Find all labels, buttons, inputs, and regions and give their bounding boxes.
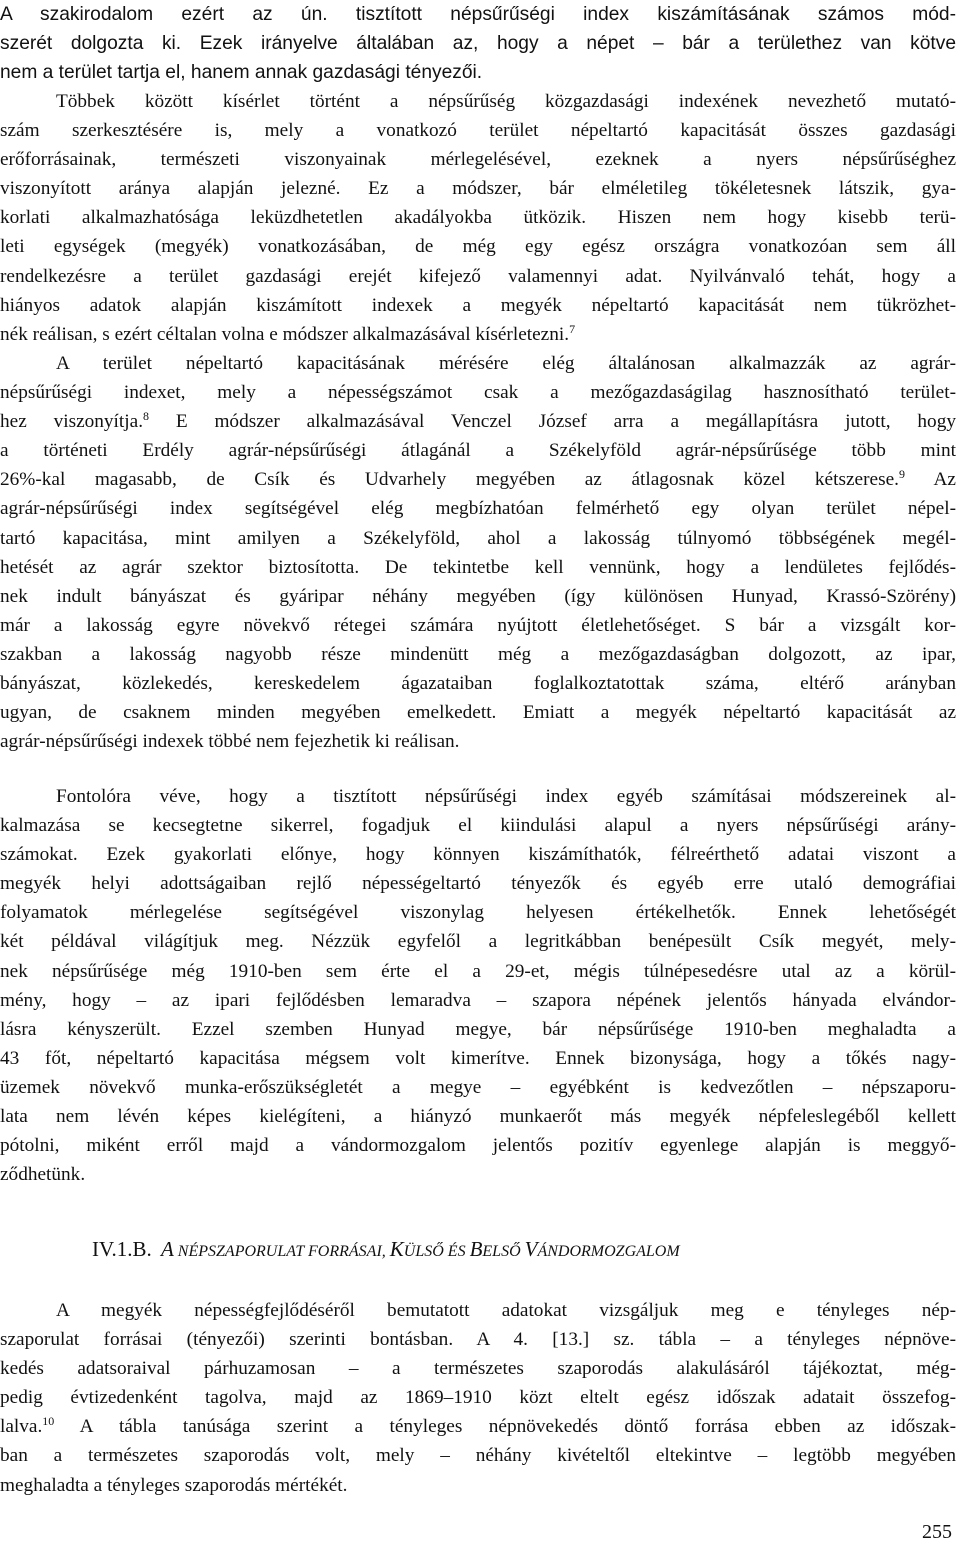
text-line: ugyan, de csaknem minden megyében emelkedett. Emiatt a megyék népeltartó kapacitását az: [0, 702, 956, 724]
paragraph-4: [0, 782, 956, 1189]
text-fragment: nék reálisan, s ezért céltalan volna e módszer alkalmazásával kísérletezni.: [0, 323, 570, 345]
title-part: V: [524, 1237, 538, 1261]
section-title: [161, 1237, 680, 1261]
page-number: 255: [922, 1521, 952, 1543]
title-part: A: [160, 1237, 174, 1261]
title-part: ELSŐ: [482, 1243, 525, 1260]
footnote-ref: 10: [42, 1414, 55, 1429]
text-line: szakban a lakosság nagyobb része mindenütt még a mezőgazdaságban dolgozott, az ipar,: [0, 643, 956, 665]
text-line: kalmazása se kecsegtetne sikerrel, fogadjuk el kiindulási alapul a nyers népsűrűségi arány-: [0, 815, 956, 837]
text-line: A megyék népességfejlődéséről bemutatott adatokat vizsgáljuk meg e tényleges nép-: [56, 1300, 956, 1321]
text-line: számokat. Ezek gyakorlati előnye, hogy könnyen kiszámíthatók, félreérthető adatai viszont a: [0, 844, 956, 866]
text-line: Fontolóra véve, hogy a tisztított népsűrűségi index egyéb számításai módszereinek al-: [56, 786, 956, 807]
section-number: IV.1.B.: [92, 1237, 152, 1261]
text-line: 43 főt, népeltartó kapacitása mégsem volt kimerítve. Ennek bizonysága, hogy a tőkés nagy-: [0, 1047, 956, 1069]
paragraph-5: [0, 1296, 956, 1500]
text-line: üzemek növekvő munka-erőszükségletét a megye – egyébként is kedvezőtlen – népszaporu-: [0, 1076, 956, 1098]
text-line: lásra kényszerült. Ezzel szemben Hunyad megye, bár népsűrűsége 1910-ben meghaladta a: [0, 1018, 956, 1040]
text-line: pedig évtizedenként tagolva, majd az 1869–1910 közt eltelt egész időszak adatait összefog-: [0, 1387, 956, 1409]
text-line: szaporulat forrásai (tényezői) szerinti bontásban. A 4. [13.] sz. tábla – a tényleges népnöve-: [0, 1329, 956, 1351]
text-line: bányászat, közlekedés, kereskedelem ágazataiban foglalkoztatottak száma, eltérő arányban: [0, 673, 956, 695]
text-fragment: A tábla tanúsága szerint a tényleges népnövekedés döntő forrása ebben az időszak-: [54, 1416, 956, 1438]
footnote-ref: 9: [898, 467, 905, 482]
section-heading: [92, 1234, 680, 1264]
text-fragment: E módszer alkalmazásával Venczel József arra a megállapításra jutott, hogy: [149, 411, 956, 433]
text-line: [0, 465, 956, 494]
title-part: NÉPSZAPORULAT FORRÁSAI,: [173, 1243, 390, 1260]
paragraph-1: [0, 0, 956, 87]
text-line: hiányos adatok alapján kiszámított indexek a megyék népeltartó kapacitását nem tükrözhet-: [0, 294, 956, 316]
text-line: a történeti Erdély agrár-népsűrűségi átlagánál a Székelyföld agrár-népsűrűsége több mint: [0, 440, 956, 462]
text-line: két példával világítjuk meg. Nézzük egyfelől a legritkábban benépesült Csík megyét, mely-: [0, 931, 956, 953]
text-line: korlati alkalmazhatósága leküzdhetetlen akadályokba ütközik. Hiszen nem hogy kisebb terü-: [0, 207, 956, 229]
text-line: [0, 1412, 956, 1441]
text-line: megyék helyi adottságaiban rejlő népességeltartó tényezők és egyéb erre utaló demográfiai: [0, 873, 956, 895]
text-line: A szakirodalom ezért az ún. tisztított népsűrűségi index kiszámításának számos mód-: [0, 4, 956, 25]
title-part: ÁNDORMOZGALOM: [537, 1243, 680, 1260]
text-fragment: 26%-kal magasabb, de Csík és Udvarhely megyében az átlagosnak közel kétszerese.: [0, 469, 899, 491]
text-fragment: lalva.: [0, 1416, 43, 1438]
text-line: ban a természetes szaporodás volt, mely – néhány kivételtől eltekintve – legtöbb megyében: [0, 1445, 956, 1467]
text-line: tartó kapacitása, mint amilyen a Székelyföld, ahol a lakosság túlnyomó többségének megél-: [0, 527, 956, 549]
text-fragment: hez viszonyítja.: [0, 411, 144, 433]
text-line: erőforrásainak, természeti viszonyainak mérlegelésével, ezeknek a nyers népsűrűséghez: [0, 149, 956, 171]
title-part: B: [469, 1237, 483, 1261]
paragraph-2: [0, 87, 956, 349]
text-line: nem a terület tartja el, hanem annak gazdasági tényezői.: [0, 62, 483, 84]
text-line: Többek között kísérlet történt a népsűrűség közgazdasági indexének nevezhető mutató-: [56, 91, 956, 112]
footnote-ref: 8: [143, 409, 150, 424]
text-line: [0, 407, 956, 436]
text-line: lata nem lévén képes kielégíteni, a hiányzó munkaerőt más megyék népfeleslegéből kellett: [0, 1106, 956, 1128]
paragraph-3: [0, 349, 956, 756]
text-line: agrár-népsűrűségi indexek többé nem fejezhetik ki reálisan.: [0, 731, 460, 753]
text-line: szám szerkesztésére is, mely a vonatkozó terület népeltartó kapacitását összes gazdasági: [0, 120, 956, 142]
text-line: szerét dolgozta ki. Ezek irányelve általában az, hogy a népet – bár a területhez van kötve: [0, 33, 956, 55]
title-part: K: [389, 1237, 404, 1261]
footnote-ref: 7: [569, 321, 576, 336]
text-line: mény, hogy – az ipari fejlődésben lemaradva – szapora népének jelentős hányada elvándor-: [0, 989, 956, 1011]
text-line: agrár-népsűrűségi index segítségével elég megbízhatóan felmérhető egy olyan terület népel-: [0, 498, 956, 520]
text-line: A terület népeltartó kapacitásának mérésére elég általánosan alkalmazzák az agrár-: [56, 353, 956, 374]
text-line: leti egységek (megyék) vonatkozásában, de még egy egész országra vonatkozóan sem áll: [0, 236, 956, 258]
text-line: folyamatok mérlegelése segítségével viszonylag helyesen értékelhetők. Ennek lehetőségét: [0, 902, 956, 924]
text-line: népsűrűségi indexet, mely a népességszámot csak a mezőgazdaságilag hasznosítható terület-: [0, 382, 956, 404]
text-line: meghaladta a tényleges szaporodás mértékét.: [0, 1474, 348, 1496]
text-line: kedés adatsoraival párhuzamosan – a természetes szaporodás alakulásáról tájékoztat, még-: [0, 1358, 956, 1380]
text-line: [0, 320, 956, 349]
text-line: viszonyított aránya alapján jelezné. Ez a módszer, bár elméletileg tökéletesnek látszik, gya-: [0, 178, 956, 200]
text-line: már a lakosság egyre növekvő rétegei számára nyújtott életlehetőséget. S bár a vizsgált kor-: [0, 614, 956, 636]
title-part: ÜLSŐ ÉS: [403, 1243, 470, 1260]
text-line: hetését az agrár szektor biztosította. De tekintetbe kell vennünk, hogy a lendületes fejlődés-: [0, 556, 956, 578]
text-fragment: Az: [904, 469, 956, 491]
text-line: ződhetünk.: [0, 1164, 86, 1186]
text-line: nek indult bányászat és gyáripar néhány megyében (így különösen Hunyad, Krassó-Szörény): [0, 585, 956, 607]
text-line: nek népsűrűsége még 1910-ben sem érte el a 29-et, mégis túlnépesedésre utal az a körül-: [0, 960, 956, 982]
text-line: pótolni, miként erről majd a vándormozgalom jelentős pozitív egyenlege alapján is meggyő-: [0, 1135, 956, 1157]
text-line: rendelkezésre a terület gazdasági erejét kifejező valamennyi adat. Nyilvánvaló tehát, hogy a: [0, 265, 956, 287]
